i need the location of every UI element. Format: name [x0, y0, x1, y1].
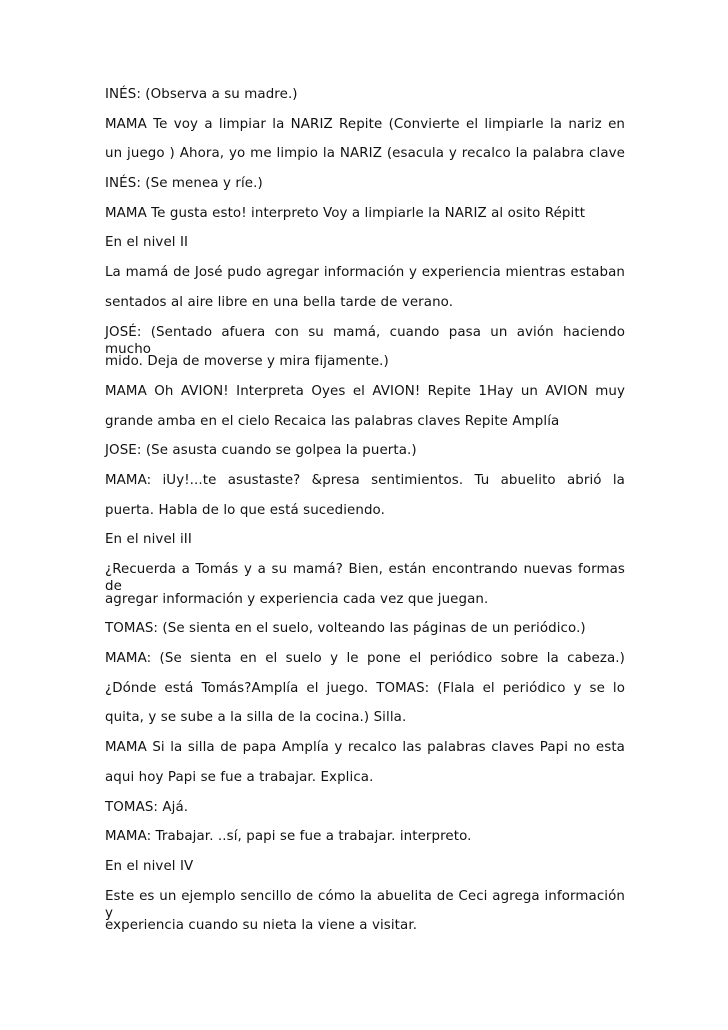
text-line: grande amba en el cielo Recaica las palabras claves Repite Amplía — [105, 413, 560, 429]
text-line: JOSÉ: (Sentado afuera con su mamá, cuando pasa un avión haciendo mucho — [105, 324, 625, 357]
text-line: INÉS: (Observa a su madre.) — [105, 87, 298, 102]
text-line: mido. Deja de moverse y mira fijamente.) — [105, 354, 389, 370]
text-line: quita, y se sube a la silla de la cocina.) Silla. — [105, 710, 407, 726]
text-line: MAMA Oh AVION! Interpreta Oyes el AVION! Repite 1Hay un AVION muy — [105, 383, 625, 399]
text-line: sentados al aire libre en una bella tarde de verano. — [105, 294, 454, 310]
text-line: La mamá de José pudo agregar información y experiencia mientras estaban — [105, 265, 625, 281]
text-line: TOMAS: (Se sienta en el suelo, volteando las páginas de un periódico.) — [105, 621, 586, 637]
text-line: INÉS: (Se menea y ríe.) — [105, 176, 263, 192]
text-line: MAMA: Trabajar. ..sí, papi se fue a trabajar. interpreto. — [105, 829, 472, 845]
text-line: MAMA Te voy a limpiar la NARIZ Repite (Convierte el limpiarle la nariz en — [105, 116, 625, 132]
text-line: un juego ) Ahora, yo me limpio la NARIZ (esacula y recalco la palabra clave — [105, 146, 625, 162]
text-line: ¿Dónde está Tomás?Amplía el juego. TOMAS: (Flala el periódico y se lo — [105, 680, 625, 696]
section-heading: En el nivel iII — [105, 532, 192, 548]
text-line: MAMA: (Se sienta en el suelo y le pone el periódico sobre la cabeza.) — [105, 651, 625, 667]
text-line: aqui hoy Papi se fue a trabajar. Explica. — [105, 769, 374, 785]
text-line: MAMA Te gusta esto! interpreto Voy a limpiarle la NARIZ al osito Répitt — [105, 205, 586, 221]
text-line: experiencia cuando su nieta la viene a visitar. — [105, 918, 418, 934]
section-heading: En el nivel IV — [105, 858, 194, 874]
text-line: ¿Recuerda a Tomás y a su mamá? Bien, están encontrando nuevas formas de — [105, 562, 625, 594]
text-line: MAMA Si la silla de papa Amplía y recalco las palabras claves Papi no esta — [105, 740, 625, 756]
document-page — [105, 86, 625, 947]
text-line: Este es un ejemplo sencillo de cómo la abuelita de Ceci agrega información y — [105, 888, 625, 921]
text-line: puerta. Habla de lo que está sucediendo. — [105, 502, 385, 518]
text-line: JOSE: (Se asusta cuando se golpea la puerta.) — [105, 443, 417, 459]
text-line: agregar información y experiencia cada vez que juegan. — [105, 591, 489, 607]
text-line: TOMAS: Ajá. — [105, 799, 189, 815]
text-line: MAMA: iUy!...te asustaste? &presa sentimientos. Tu abuelito abrió la — [105, 472, 625, 488]
section-heading: En el nivel II — [105, 235, 189, 251]
